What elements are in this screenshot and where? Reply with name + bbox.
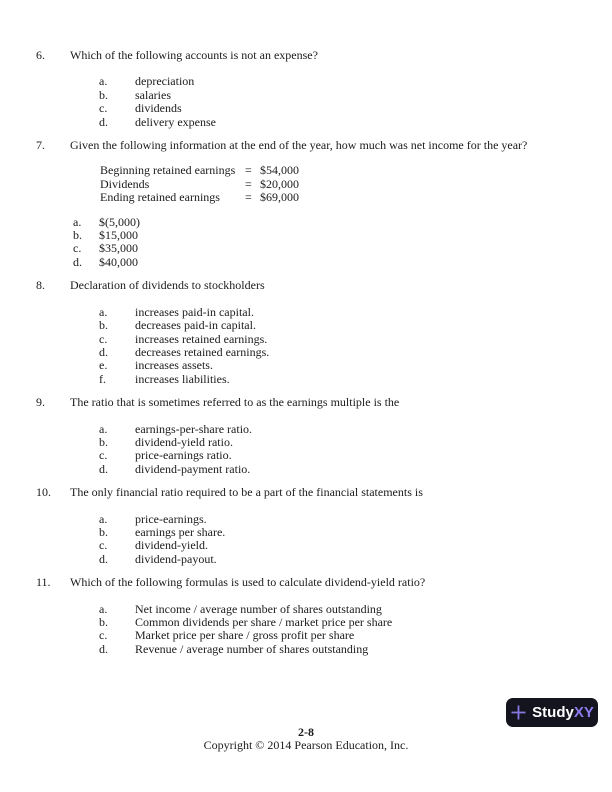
- option-letter: b.: [99, 434, 108, 449]
- option-row: [99, 333, 592, 346]
- option-letter: c.: [99, 331, 108, 346]
- equals-sign: =: [245, 163, 252, 178]
- option-row: [99, 603, 592, 616]
- page-footer: [0, 726, 612, 753]
- option-letter: a.: [99, 421, 108, 436]
- option-text: price-earnings.: [135, 511, 207, 526]
- option-letter: b.: [99, 615, 108, 629]
- option-row: [99, 346, 592, 359]
- option-row: [99, 629, 592, 642]
- option-text: depreciation: [135, 74, 195, 89]
- option-text: increases paid-in capital.: [135, 304, 254, 319]
- copyright-line: Copyright © 2014 Pearson Education, Inc.: [203, 738, 409, 753]
- page-number: 2-8: [298, 725, 314, 739]
- option-text: Market price per share / gross profit per share: [135, 628, 355, 643]
- option-letter: c.: [99, 538, 108, 553]
- option-text: $40,000: [99, 254, 138, 269]
- option-text: dividend-yield.: [135, 538, 208, 553]
- option-letter: a.: [99, 304, 108, 319]
- option-text: price-earnings ratio.: [135, 448, 232, 463]
- question-number: 9.: [36, 395, 45, 410]
- option-letter: b.: [73, 228, 82, 243]
- option-text: dividends: [135, 101, 182, 116]
- question-text: Declaration of dividends to stockholders: [70, 278, 265, 293]
- option-row: [73, 256, 592, 269]
- option-letter: c.: [99, 448, 108, 463]
- option-text: increases retained earnings.: [135, 331, 268, 346]
- option-row: [99, 423, 592, 436]
- option-row: [99, 539, 592, 552]
- option-text: salaries: [135, 87, 171, 102]
- option-letter: d.: [99, 114, 108, 129]
- options-list: [99, 423, 592, 477]
- option-row: [73, 216, 592, 229]
- option-row: [99, 319, 592, 332]
- option-row: [99, 116, 592, 129]
- question-number: 6.: [36, 48, 45, 62]
- option-row: [99, 553, 592, 566]
- option-text: Revenue / average number of shares outstanding: [135, 641, 369, 656]
- option-row: [99, 616, 592, 629]
- question-11: [36, 576, 592, 656]
- brand-text: [532, 705, 594, 720]
- options-list: [99, 603, 592, 657]
- option-letter: b.: [99, 318, 108, 333]
- option-text: decreases retained earnings.: [135, 344, 270, 359]
- table-label: Dividends: [100, 176, 150, 191]
- question-10: [36, 486, 592, 566]
- option-text: delivery expense: [135, 114, 216, 129]
- option-row: [99, 513, 592, 526]
- option-letter: a.: [73, 214, 82, 229]
- options-list: [99, 75, 592, 129]
- option-text: increases liabilities.: [135, 371, 230, 386]
- question-text: Which of the following formulas is used to calculate dividend-yield ratio?: [70, 575, 426, 590]
- option-letter: d.: [99, 641, 108, 656]
- option-row: [99, 373, 592, 386]
- option-letter: d.: [99, 551, 108, 566]
- options-list: [73, 216, 592, 270]
- table-label: Beginning retained earnings: [100, 163, 236, 178]
- plus-icon: [510, 704, 527, 721]
- brand-study: Study: [532, 704, 574, 721]
- option-row: [99, 102, 592, 115]
- option-letter: a.: [99, 74, 108, 89]
- question-8: [36, 279, 592, 386]
- option-letter: b.: [99, 524, 108, 539]
- options-list: [99, 513, 592, 567]
- option-row: [73, 242, 592, 255]
- option-text: $15,000: [99, 228, 138, 243]
- table-value: $69,000: [260, 190, 299, 205]
- question-text: Given the following information at the end of the year, how much was net income for the year?: [70, 138, 528, 153]
- option-text: $35,000: [99, 241, 138, 256]
- brand-xy: XY: [573, 704, 594, 721]
- option-row: [99, 526, 592, 539]
- option-row: [99, 306, 592, 319]
- table-value: $20,000: [260, 176, 299, 191]
- option-text: $(5,000): [99, 214, 140, 229]
- option-row: [99, 75, 592, 88]
- option-text: earnings-per-share ratio.: [135, 421, 253, 436]
- option-letter: c.: [99, 101, 108, 116]
- option-row: [99, 436, 592, 449]
- equals-sign: =: [245, 176, 252, 191]
- option-letter: d.: [99, 461, 108, 476]
- studyxy-logo[interactable]: [506, 698, 598, 727]
- table-value: $54,000: [260, 163, 299, 178]
- option-text: dividend-payment ratio.: [135, 461, 251, 476]
- option-letter: c.: [73, 241, 82, 256]
- question-text: Which of the following accounts is not an expense?: [70, 48, 318, 62]
- option-letter: e.: [99, 358, 108, 373]
- question-number: 10.: [36, 485, 51, 500]
- option-letter: a.: [99, 601, 108, 616]
- options-list: [99, 306, 592, 386]
- question-text: The only financial ratio required to be a part of the financial statements is: [70, 485, 423, 500]
- question-number: 7.: [36, 138, 45, 153]
- option-row: [99, 359, 592, 372]
- question-6: [36, 49, 592, 129]
- option-letter: c.: [99, 628, 108, 643]
- option-letter: f.: [99, 371, 106, 386]
- option-row: [73, 229, 592, 242]
- table-label: Ending retained earnings: [100, 190, 220, 205]
- option-letter: d.: [73, 254, 82, 269]
- question-number: 11.: [36, 575, 51, 590]
- option-text: Net income / average number of shares outstanding: [135, 601, 382, 616]
- question-number: 8.: [36, 278, 45, 293]
- option-row: [99, 643, 592, 656]
- option-row: [99, 449, 592, 462]
- option-letter: d.: [99, 344, 108, 359]
- option-text: Common dividends per share / market price per share: [135, 615, 393, 629]
- question-9: [36, 396, 592, 476]
- option-text: dividend-payout.: [135, 551, 217, 566]
- option-text: dividend-yield ratio.: [135, 434, 233, 449]
- option-letter: a.: [99, 511, 108, 526]
- question-text: The ratio that is sometimes referred to as the earnings multiple is the: [70, 395, 400, 410]
- option-text: earnings per share.: [135, 524, 226, 539]
- option-row: [99, 89, 592, 102]
- question-7: [36, 139, 592, 269]
- equals-sign: =: [245, 190, 252, 205]
- option-text: increases assets.: [135, 358, 213, 373]
- table-row: [100, 191, 592, 204]
- option-text: decreases paid-in capital.: [135, 318, 256, 333]
- table-row: [100, 178, 592, 191]
- table-row: [100, 164, 592, 177]
- option-row: [99, 463, 592, 476]
- option-letter: b.: [99, 87, 108, 102]
- retained-earnings-table: [100, 164, 592, 204]
- question-list: [36, 49, 592, 656]
